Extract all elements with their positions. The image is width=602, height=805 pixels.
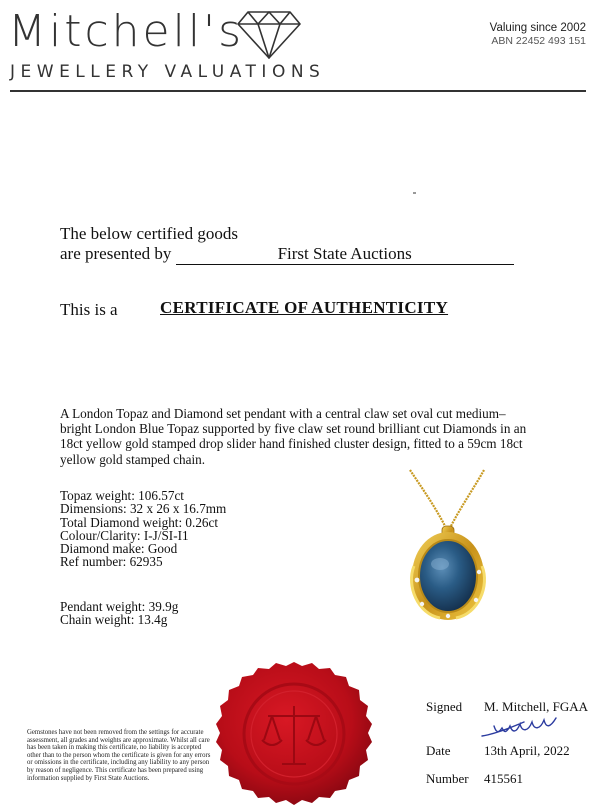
certificate-prefix: This is a [60,300,118,319]
diamond-icon [236,8,302,60]
spec-item: Diamond make: Good [60,541,178,557]
date-label: Date [426,743,451,758]
brand-name: Mitchell's [8,6,245,57]
tagline: Valuing since 2002 [489,22,586,34]
intro-line2 [60,244,514,265]
signed-value: M. Mitchell, FGAA [484,699,588,714]
certificate-title: CERTIFICATE OF AUTHENTICITY [160,298,449,317]
spec-item: Colour/Clarity: I-J/SI-I1 [60,527,189,543]
spec-item: Topaz weight: 106.57ct [60,488,184,503]
pendant-photo [400,468,492,626]
speck [413,192,416,194]
signed-label: Signed [426,699,463,714]
date-value: 13th April, 2022 [484,743,570,758]
signature [480,714,566,740]
spec-item: Dimensions: 32 x 26 x 16.7mm [60,501,227,517]
item-description: A London Topaz and Diamond set pendant with a central claw set oval cut medium–bright London Blue Topaz supported by five claw set round brilliant cut Diamonds in an 18ct yellow gold stamped drop slider hand finished cluster design, fitted to a 59cm 18ct yellow gold stamped chain. [60,406,527,467]
wax-seal [202,660,386,805]
presenter-name: First State Auctions [176,244,514,265]
weight-item: Pendant weight: 39.9g [60,599,179,614]
abn-number: ABN 22452 493 151 [491,35,586,47]
intro-line1: The below certified goods [60,224,238,243]
weight-item: Chain weight: 13.4g [60,612,168,628]
specs-list [60,489,226,569]
weights-list [60,600,178,627]
intro-block [60,224,514,265]
number-label: Number [426,771,469,786]
number-value: 415561 [484,771,523,786]
header-divider [10,90,586,92]
brand-subtitle: JEWELLERY VALUATIONS [10,62,326,82]
disclaimer-text: Gemstones have not been removed from the settings for accurate assessment, all grades and weights are approximate. Whilst all care has been taken in making this certificate, no liability is accepted other than to the person whom the certificate is given for any errors or omissions in the certificate, including any liability to any person by reason of negligence. This certificate has been prepared using information supplied by First State Auctions. [27,729,211,782]
presented-by-label: are presented by [60,244,172,263]
spec-item: Total Diamond weight: 0.26ct [60,514,219,530]
spec-item: Ref number: 62935 [60,554,163,570]
header-info [490,22,586,47]
